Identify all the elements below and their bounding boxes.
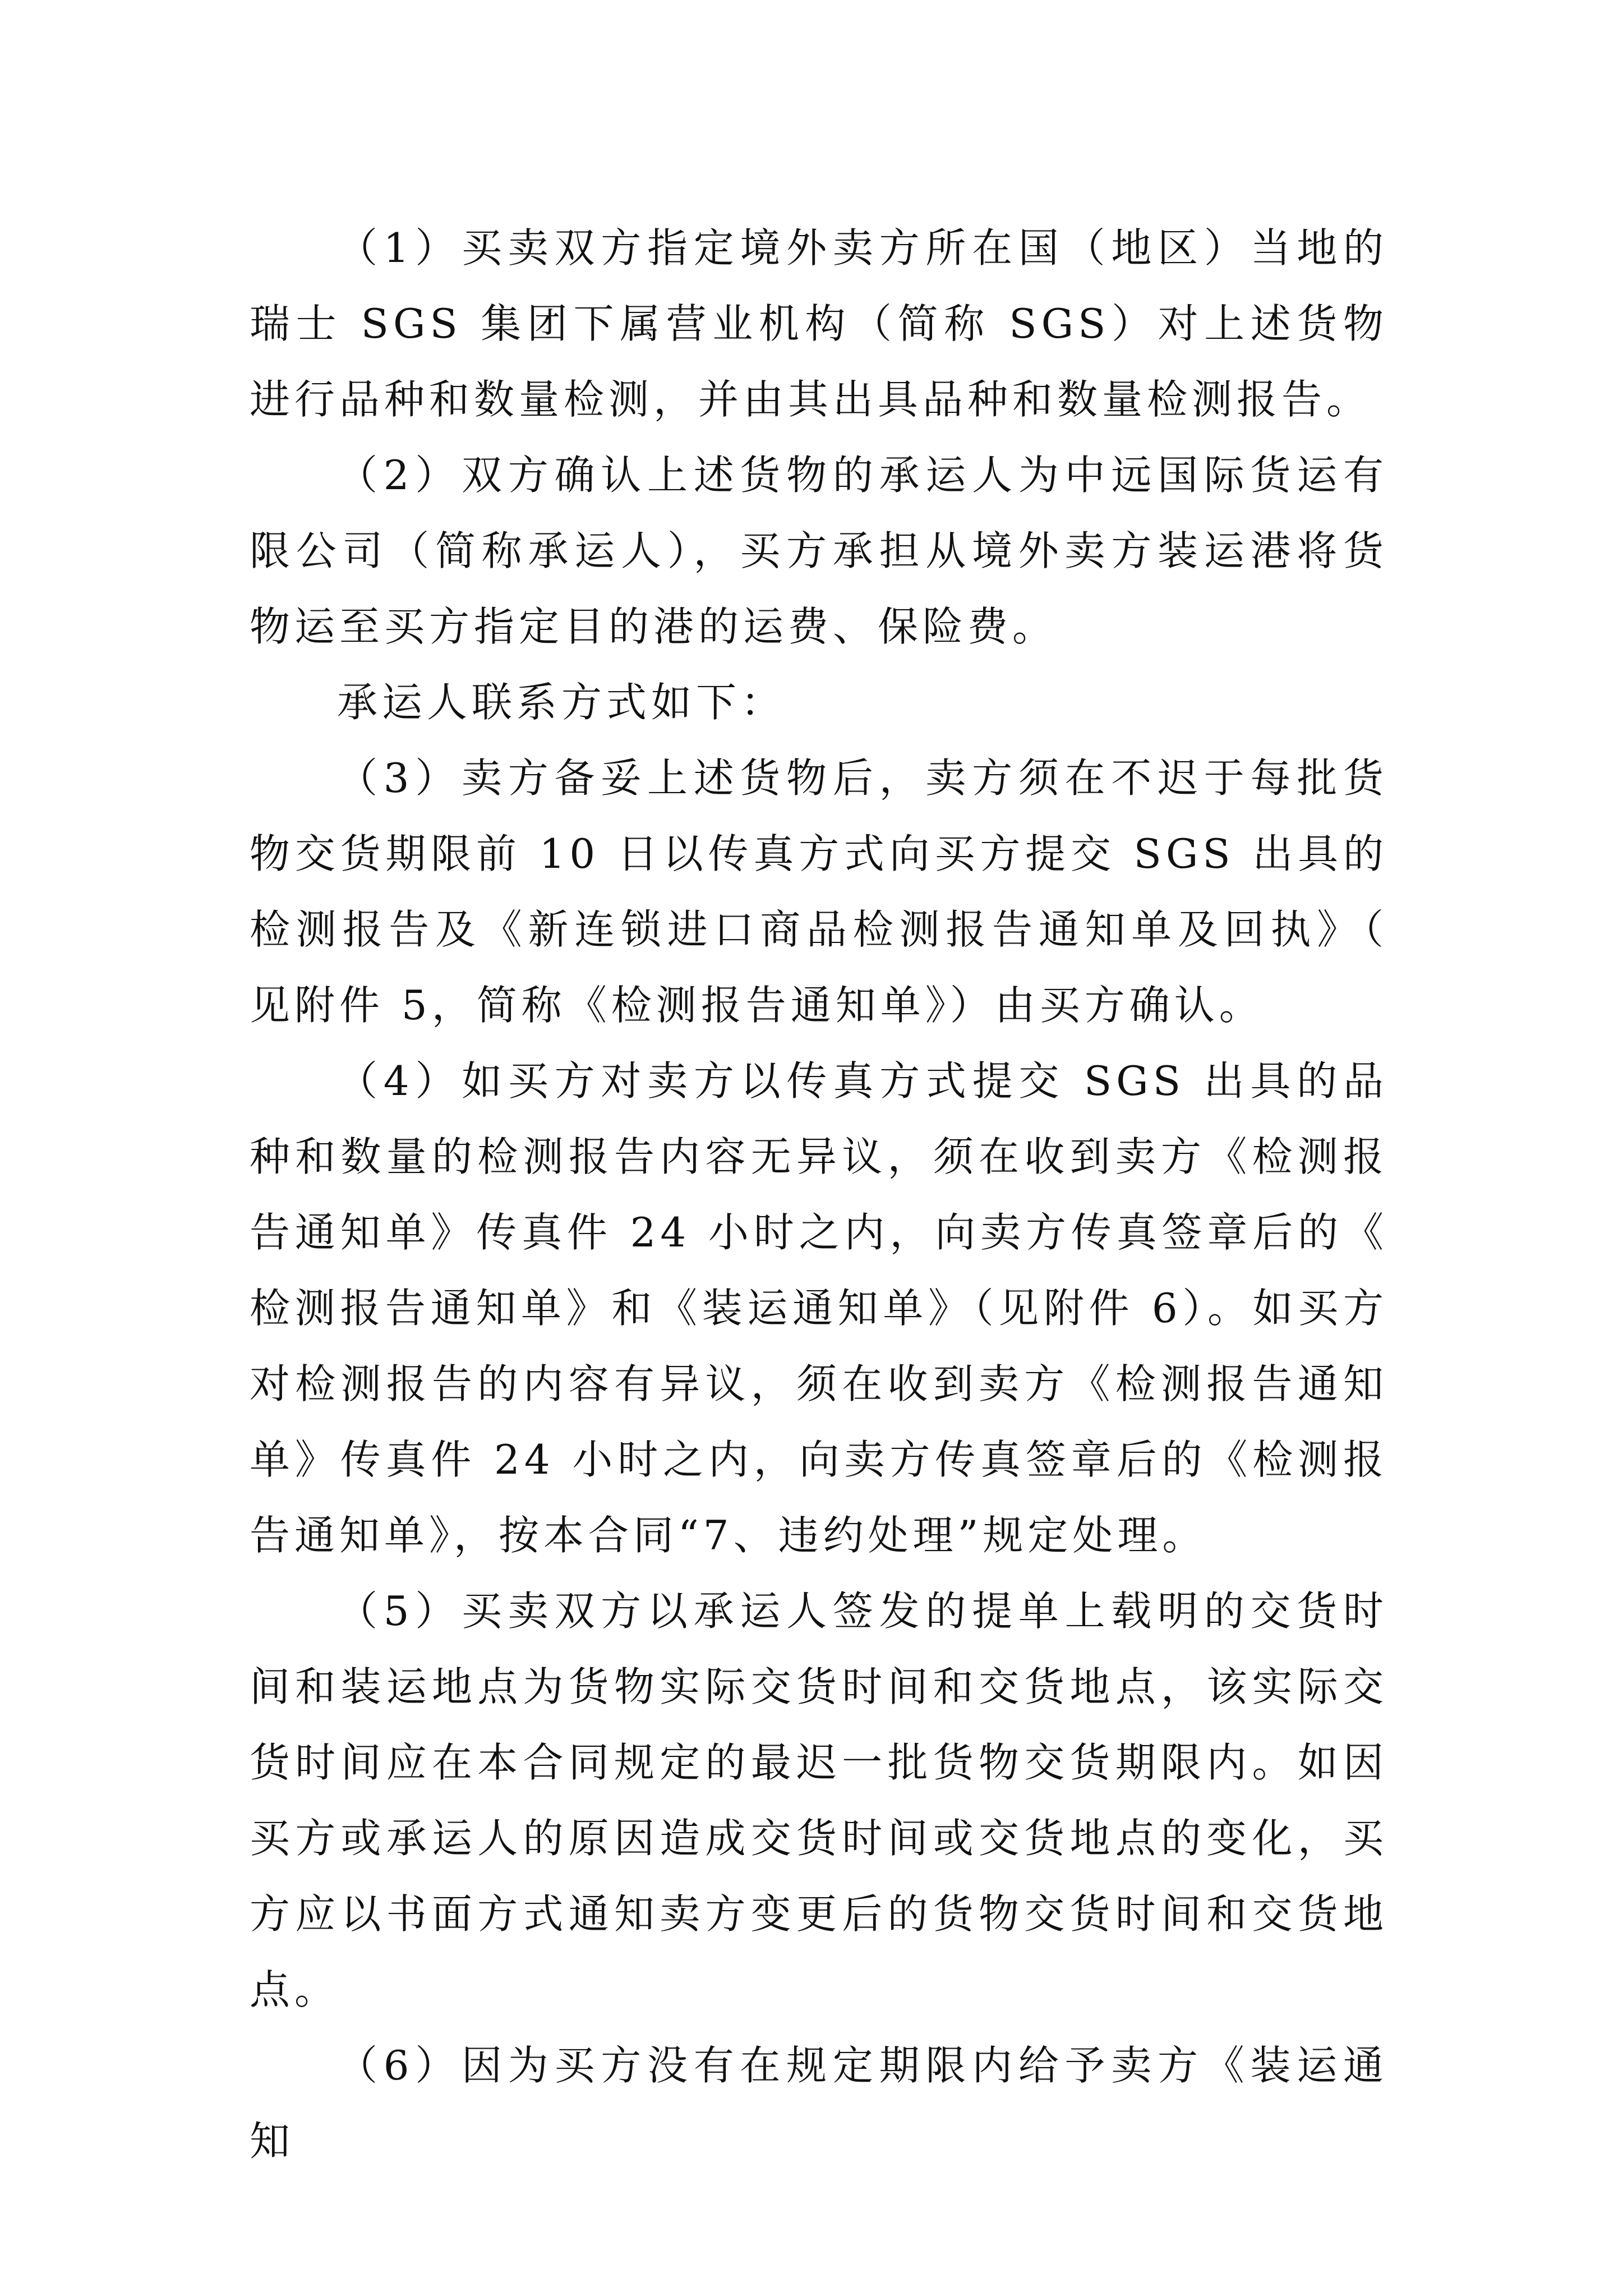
- paragraph-1-sgs-inspection: （1）买卖双方指定境外卖方所在国（地区）当地的瑞士 SGS 集团下属营业机构（简称 SGS）对上述货物进行品种和数量检测，并由其出具品种和数量检测报告。: [250, 224, 1388, 423]
- paragraph-4-objection-handling: （4）如买方对卖方以传真方式提交 SGS 出具的品种和数量的检测报告内容无异议，须在收到卖方《检测报告通知单》传真件 24 小时之内，向卖方传真签章后的《检测报告通知单》和《装运通知单》（见附件 6）。如买方对检测报告的内容有异议，须在收到卖方《检测报告通知单》传真件 24 小时之内，向卖方传真签章后的《检测报告通知单》，按本合同“7、违约处理”规定处理。: [250, 1057, 1388, 1559]
- paragraph-5-delivery-time: （5）买卖双方以承运人签发的提单上载明的交货时间和装运地点为货物实际交货时间和交货地点，该实际交货时间应在本合同规定的最迟一批货物交货期限内。如因买方或承运人的原因造成交货时间或交货地点的变化，买方应以书面方式通知卖方变更后的货物交货时间和交货地点。: [250, 1588, 1388, 2013]
- document-body: [250, 210, 1388, 2179]
- paragraph-2-carrier: （2）双方确认上述货物的承运人为中远国际货运有限公司（简称承运人），买方承担从境外卖方装运港将货物运至买方指定目的港的运费、保险费。: [250, 452, 1388, 650]
- paragraph-6-shipping-notice: （6）因为买方没有在规定期限内给予卖方《装运通知: [250, 2042, 1388, 2165]
- paragraph-carrier-contact: 承运人联系方式如下：: [337, 679, 786, 726]
- paragraph-3-inspection-report: （3）卖方备妥上述货物后，卖方须在不迟于每批货物交货期限前 10 日以传真方式向买方提交 SGS 出具的检测报告及《新连锁进口商品检测报告通知单及回执》（见附件 5，简称《检测报告通知单》）由买方确认。: [250, 754, 1388, 1029]
